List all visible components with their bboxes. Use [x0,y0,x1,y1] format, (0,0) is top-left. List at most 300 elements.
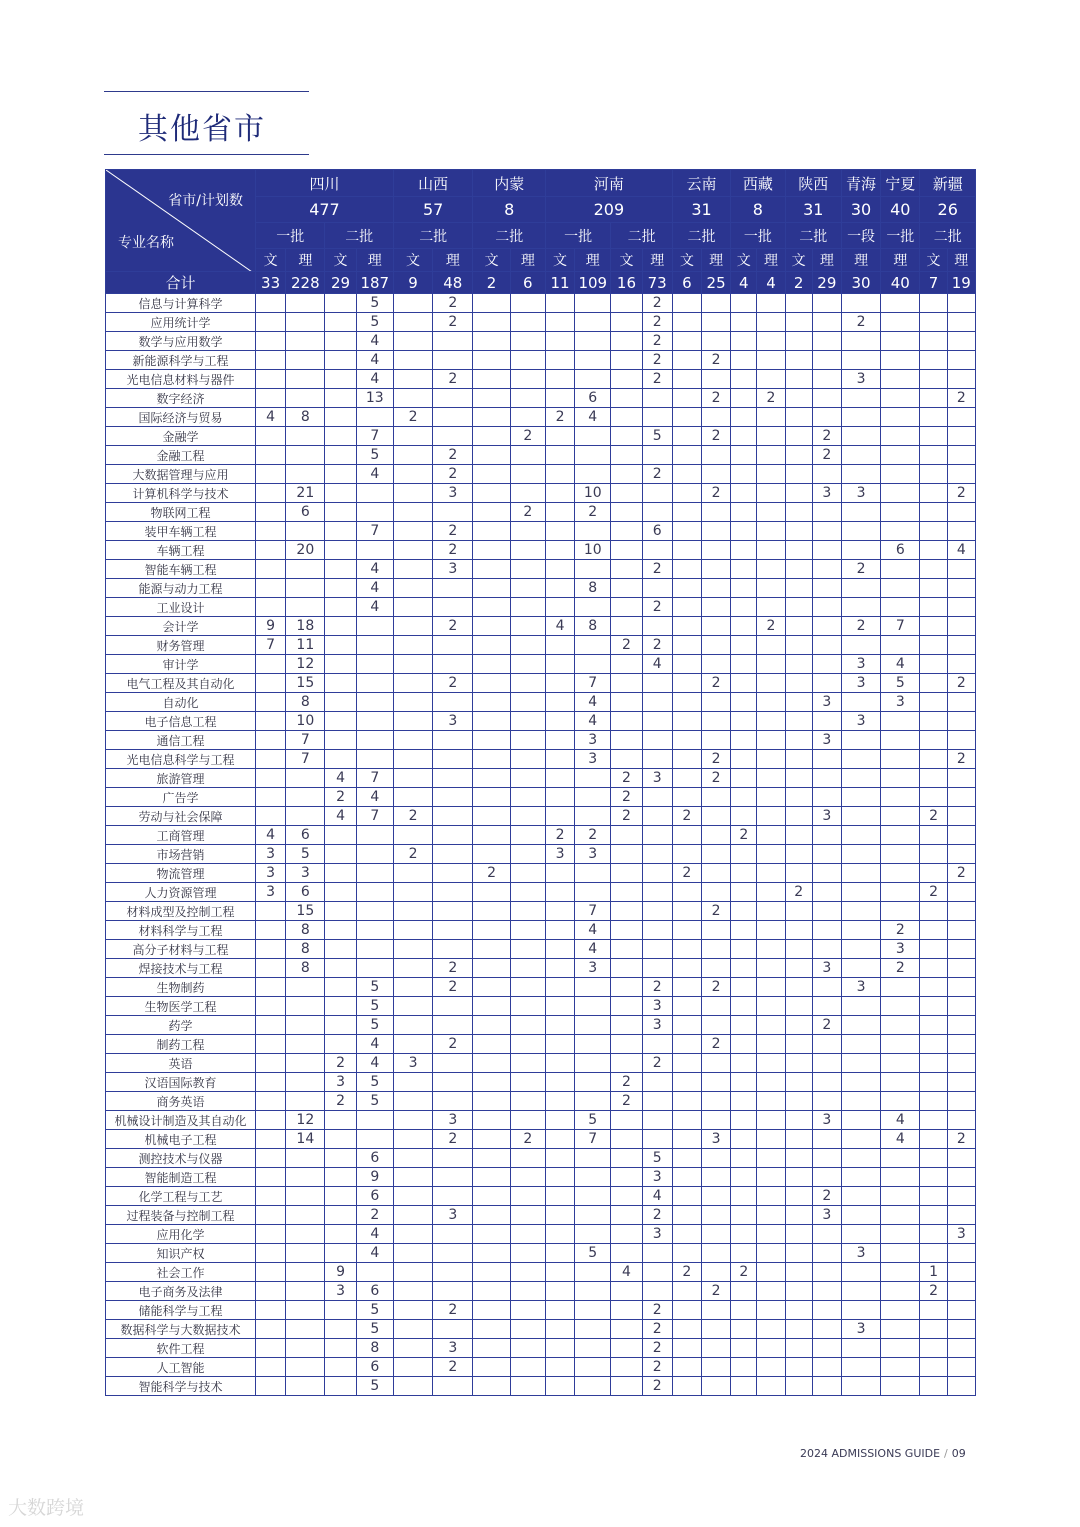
quota-cell [785,1130,812,1149]
quota-cell [473,997,510,1016]
quota-cell [812,1130,841,1149]
quota-cell [920,864,947,883]
quota-cell [701,1168,730,1187]
quota-cell [785,1377,812,1396]
quota-cell [325,1225,356,1244]
quota-cell [731,864,757,883]
quota-cell [393,636,432,655]
plan-count: 8 [473,197,546,223]
quota-cell [325,864,356,883]
quota-cell [393,1225,432,1244]
quota-cell [785,370,812,389]
quota-cell: 8 [356,1339,393,1358]
major-name: 商务英语 [106,1092,256,1111]
quota-cell [545,294,574,313]
quota-cell: 6 [881,541,920,560]
total-cell: 4 [757,272,785,294]
quota-cell [256,1187,286,1206]
quota-cell [920,1130,947,1149]
quota-cell [757,484,785,503]
quota-cell [701,1358,730,1377]
quota-cell [393,674,432,693]
quota-cell [757,465,785,484]
quota-cell: 3 [881,693,920,712]
quota-cell [841,940,880,959]
quota-cell [731,408,757,427]
quota-cell [611,1149,642,1168]
quota-cell: 3 [812,693,841,712]
quota-cell [393,1282,432,1301]
quota-cell: 3 [841,1244,880,1263]
table-row [106,579,976,598]
quota-cell [785,313,812,332]
quota-cell [545,1187,574,1206]
quota-cell [757,1168,785,1187]
quota-cell [256,1149,286,1168]
quota-cell [510,389,545,408]
quota-cell [575,522,611,541]
quota-cell [325,883,356,902]
quota-cell [701,294,730,313]
total-cell: 6 [510,272,545,294]
quota-cell [256,1016,286,1035]
quota-cell [947,617,975,636]
quota-cell [325,731,356,750]
quota-cell [701,370,730,389]
quota-cell: 2 [611,1073,642,1092]
table-row [106,731,976,750]
quota-cell [881,1149,920,1168]
quota-cell [701,1244,730,1263]
quota-cell [286,807,325,826]
quota-cell [672,1377,701,1396]
province-header: 四川 [256,170,394,197]
quota-cell [701,617,730,636]
quota-cell [881,427,920,446]
quota-cell [841,351,880,370]
quota-cell [881,332,920,351]
major-name: 智能科学与技术 [106,1377,256,1396]
quota-cell [881,389,920,408]
quota-cell: 4 [356,788,393,807]
quota-cell [881,522,920,541]
quota-cell: 2 [881,959,920,978]
quota-cell [881,294,920,313]
quota-cell [325,1244,356,1263]
corner-label-major: 专业名称 [118,235,174,251]
quota-cell [642,712,672,731]
quota-cell: 3 [841,978,880,997]
quota-cell [841,522,880,541]
quota-cell [642,446,672,465]
quota-cell [473,1377,510,1396]
quota-cell [286,522,325,541]
table-row [106,807,976,826]
quota-cell [473,389,510,408]
quota-cell [256,902,286,921]
quota-cell [473,845,510,864]
quota-cell [611,560,642,579]
quota-cell [731,1111,757,1130]
quota-cell [545,1111,574,1130]
quota-cell [841,1301,880,1320]
quota-cell [812,541,841,560]
quota-cell [841,1263,880,1282]
title-block [104,91,309,155]
quota-cell: 4 [947,541,975,560]
quota-cell: 2 [611,788,642,807]
quota-cell [757,959,785,978]
quota-cell [256,389,286,408]
quota-cell [510,731,545,750]
quota-cell [325,522,356,541]
quota-cell [757,1244,785,1263]
subject-header: 文 [920,249,947,272]
quota-cell [785,1358,812,1377]
quota-cell [611,579,642,598]
quota-cell [920,370,947,389]
quota-cell [672,883,701,902]
quota-cell [510,826,545,845]
quota-cell [611,294,642,313]
quota-cell [947,1187,975,1206]
major-name: 社会工作 [106,1263,256,1282]
quota-cell [510,313,545,332]
quota-cell [672,579,701,598]
quota-cell: 2 [642,978,672,997]
quota-cell [757,1301,785,1320]
quota-cell [473,959,510,978]
subject-header: 理 [433,249,473,272]
quota-cell [947,883,975,902]
major-name: 人力资源管理 [106,883,256,902]
quota-cell [672,1225,701,1244]
quota-cell [920,465,947,484]
quota-cell [947,408,975,427]
quota-cell [510,902,545,921]
subject-header: 文 [545,249,574,272]
quota-cell [325,503,356,522]
quota-cell [545,959,574,978]
quota-cell: 3 [575,959,611,978]
total-cell: 29 [325,272,356,294]
quota-cell [785,1035,812,1054]
total-cell: 29 [812,272,841,294]
table-row [106,769,976,788]
quota-cell [256,351,286,370]
table-row [106,1092,976,1111]
quota-cell [947,1206,975,1225]
quota-cell [920,845,947,864]
quota-cell [812,598,841,617]
quota-cell [947,826,975,845]
quota-cell [731,446,757,465]
quota-cell [881,1035,920,1054]
quota-cell [642,731,672,750]
quota-cell [642,1035,672,1054]
quota-cell [611,864,642,883]
quota-cell [356,826,393,845]
quota-cell [947,940,975,959]
quota-cell [757,370,785,389]
batch-header: 二批 [393,223,473,249]
major-name: 广告学 [106,788,256,807]
quota-cell [920,1301,947,1320]
quota-cell [701,1206,730,1225]
quota-cell [757,712,785,731]
quota-cell [812,294,841,313]
quota-cell [473,332,510,351]
table-row [106,1111,976,1130]
quota-cell [611,1320,642,1339]
quota-cell [757,1035,785,1054]
quota-cell [881,351,920,370]
quota-cell: 2 [701,427,730,446]
quota-cell [785,1301,812,1320]
quota-cell [731,940,757,959]
quota-cell [920,1320,947,1339]
table-row [106,883,976,902]
quota-cell [510,712,545,731]
quota-cell [785,959,812,978]
quota-cell [510,883,545,902]
quota-cell [256,503,286,522]
table-row [106,1377,976,1396]
quota-cell: 3 [812,959,841,978]
quota-cell [881,1301,920,1320]
quota-cell [510,864,545,883]
quota-cell: 6 [356,1149,393,1168]
quota-cell: 2 [841,313,880,332]
quota-cell [701,1073,730,1092]
footer-separator: / [944,1447,948,1460]
quota-cell: 2 [757,617,785,636]
table-row [106,1206,976,1225]
quota-cell: 6 [286,503,325,522]
plan-count: 57 [393,197,473,223]
quota-cell: 4 [325,807,356,826]
quota-cell [256,731,286,750]
quota-cell [611,1111,642,1130]
quota-cell [286,579,325,598]
quota-cell: 2 [433,522,473,541]
quota-cell [947,997,975,1016]
table-row [106,902,976,921]
table-row [106,465,976,484]
quota-cell [356,902,393,921]
quota-cell: 4 [356,351,393,370]
quota-cell [785,864,812,883]
quota-cell: 7 [286,750,325,769]
quota-cell [611,940,642,959]
quota-cell [701,560,730,579]
quota-cell [757,294,785,313]
major-name: 数据科学与大数据技术 [106,1320,256,1339]
quota-cell [393,997,432,1016]
quota-cell [473,1092,510,1111]
quota-cell: 15 [286,674,325,693]
batch-header: 二批 [920,223,976,249]
quota-cell [510,997,545,1016]
quota-cell [812,1320,841,1339]
quota-cell [881,883,920,902]
quota-cell [757,1225,785,1244]
quota-cell [286,997,325,1016]
quota-cell [256,1168,286,1187]
quota-cell: 3 [545,845,574,864]
quota-cell [356,845,393,864]
major-name: 光电信息科学与工程 [106,750,256,769]
quota-cell [785,503,812,522]
quota-cell: 2 [731,1263,757,1282]
quota-cell: 4 [575,693,611,712]
quota-cell [785,560,812,579]
quota-cell [433,1149,473,1168]
quota-cell [393,484,432,503]
quota-cell [325,1035,356,1054]
quota-cell [575,769,611,788]
quota-cell [672,598,701,617]
quota-cell [393,389,432,408]
quota-cell [757,997,785,1016]
quota-cell: 3 [812,1111,841,1130]
quota-cell [731,655,757,674]
quota-cell [947,1073,975,1092]
total-label: 合计 [106,272,256,294]
quota-cell [881,731,920,750]
quota-cell [920,997,947,1016]
quota-cell: 2 [433,674,473,693]
major-name: 会计学 [106,617,256,636]
quota-cell [947,921,975,940]
quota-cell [256,1263,286,1282]
quota-cell [672,1035,701,1054]
quota-cell [757,351,785,370]
quota-cell [642,788,672,807]
quota-cell [545,655,574,674]
batch-header: 一批 [256,223,325,249]
quota-cell [575,1358,611,1377]
quota-cell [785,1263,812,1282]
province-header: 云南 [672,170,730,197]
quota-cell [920,750,947,769]
quota-cell [286,370,325,389]
quota-cell [672,693,701,712]
quota-cell [947,427,975,446]
quota-cell [393,921,432,940]
quota-cell [611,902,642,921]
quota-cell [672,503,701,522]
quota-cell [785,465,812,484]
major-name: 电气工程及其自动化 [106,674,256,693]
quota-cell [433,997,473,1016]
quota-cell [785,1054,812,1073]
quota-cell [510,541,545,560]
quota-cell [881,1092,920,1111]
major-name: 信息与计算科学 [106,294,256,313]
quota-cell [881,484,920,503]
quota-cell [286,1016,325,1035]
quota-cell [785,389,812,408]
quota-cell [642,1073,672,1092]
major-name: 软件工程 [106,1339,256,1358]
quota-cell: 5 [356,294,393,313]
quota-cell [642,1111,672,1130]
quota-cell [256,1358,286,1377]
quota-cell [611,1206,642,1225]
province-header: 新疆 [920,170,976,197]
plan-count: 477 [256,197,394,223]
quota-cell [611,1339,642,1358]
quota-cell [947,1149,975,1168]
quota-cell: 3 [812,484,841,503]
quota-cell [510,1301,545,1320]
quota-cell [947,1263,975,1282]
quota-cell [611,826,642,845]
quota-cell [785,1149,812,1168]
quota-cell [433,1377,473,1396]
quota-cell [881,1339,920,1358]
subject-header: 文 [325,249,356,272]
subject-header: 理 [575,249,611,272]
major-name: 生物制药 [106,978,256,997]
quota-cell [731,731,757,750]
quota-cell: 4 [642,655,672,674]
quota-cell [947,959,975,978]
quota-cell [947,1111,975,1130]
quota-cell [286,978,325,997]
major-name: 电子商务及法律 [106,1282,256,1301]
quota-cell [256,427,286,446]
quota-cell [731,313,757,332]
quota-cell [812,1035,841,1054]
quota-cell [393,541,432,560]
quota-cell [642,1282,672,1301]
quota-cell [433,902,473,921]
quota-cell [672,1320,701,1339]
quota-cell [356,712,393,731]
quota-cell [785,484,812,503]
quota-cell [473,541,510,560]
table-row [106,351,976,370]
quota-cell [325,1187,356,1206]
quota-cell [575,598,611,617]
quota-cell: 3 [841,712,880,731]
quota-cell [393,294,432,313]
subject-header: 理 [642,249,672,272]
quota-cell: 7 [575,902,611,921]
table-row [106,655,976,674]
quota-cell: 2 [947,750,975,769]
quota-cell [611,465,642,484]
quota-cell: 1 [920,1263,947,1282]
quota-cell [433,579,473,598]
major-name: 数字经济 [106,389,256,408]
quota-cell [920,1016,947,1035]
quota-cell [325,1149,356,1168]
quota-cell [356,731,393,750]
quota-cell [393,332,432,351]
quota-cell [393,1244,432,1263]
quota-cell [433,883,473,902]
quota-cell [812,370,841,389]
quota-cell [672,788,701,807]
quota-cell: 18 [286,617,325,636]
quota-cell: 3 [642,1168,672,1187]
quota-cell [785,750,812,769]
major-name: 焊接技术与工程 [106,959,256,978]
quota-cell [757,636,785,655]
